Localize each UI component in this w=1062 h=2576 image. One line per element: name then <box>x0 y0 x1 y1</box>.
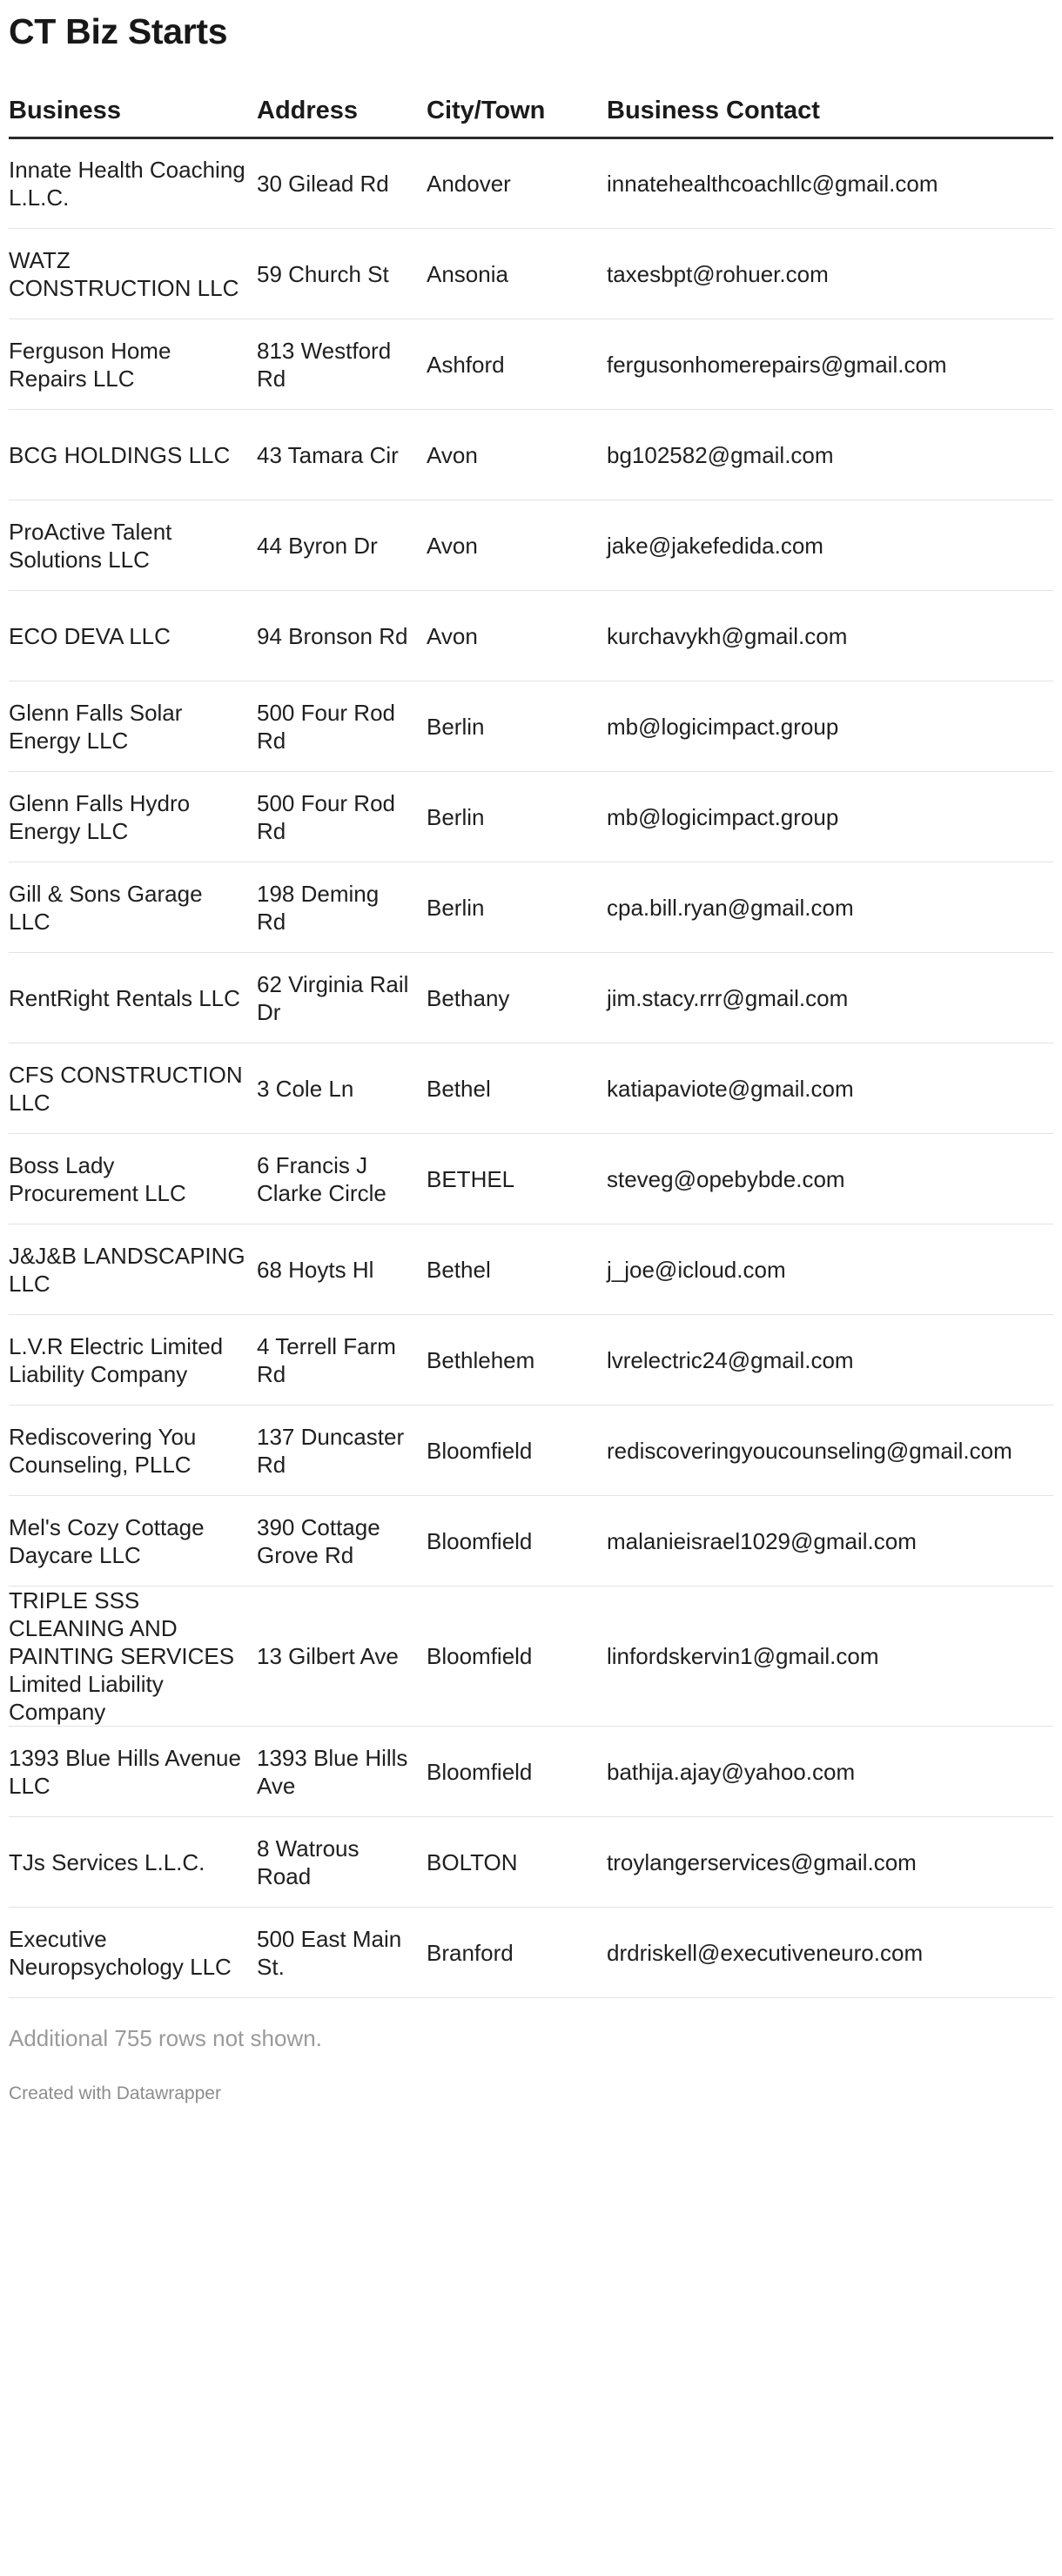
cell-address: 59 Church St <box>257 229 427 319</box>
cell-city: Bloomfield <box>427 1405 607 1496</box>
table-row <box>9 1224 1053 1315</box>
table-row <box>9 319 1053 410</box>
cell-business: Gill & Sons Garage LLC <box>9 862 257 953</box>
cell-city: Avon <box>427 591 607 681</box>
cell-address: 6 Francis J Clarke Circle <box>257 1134 427 1224</box>
cell-contact: cpa.bill.ryan@gmail.com <box>607 862 1053 953</box>
cell-city: Bethany <box>427 953 607 1043</box>
table-row <box>9 1405 1053 1496</box>
cell-address: 30 Gilead Rd <box>257 138 427 229</box>
cell-contact: taxesbpt@rohuer.com <box>607 229 1053 319</box>
cell-contact: drdriskell@executiveneuro.com <box>607 1908 1053 1998</box>
cell-business: BCG HOLDINGS LLC <box>9 410 257 500</box>
cell-business: Executive Neuropsychology LLC <box>9 1908 257 1998</box>
datawrapper-credit: Created with Datawrapper <box>9 2083 221 2103</box>
cell-city: BETHEL <box>427 1134 607 1224</box>
cell-business: Rediscovering You Counseling, PLLC <box>9 1405 257 1496</box>
cell-contact: jim.stacy.rrr@gmail.com <box>607 953 1053 1043</box>
cell-contact: troylangerservices@gmail.com <box>607 1817 1053 1908</box>
cell-address: 94 Bronson Rd <box>257 591 427 681</box>
cell-city: Bloomfield <box>427 1727 607 1817</box>
table-row <box>9 591 1053 681</box>
cell-contact: fergusonhomerepairs@gmail.com <box>607 319 1053 410</box>
table-row <box>9 772 1053 862</box>
column-header-city[interactable]: City/Town <box>427 96 607 138</box>
cell-address: 68 Hoyts Hl <box>257 1224 427 1315</box>
cell-contact: katiapaviote@gmail.com <box>607 1043 1053 1134</box>
cell-business: Boss Lady Procurement LLC <box>9 1134 257 1224</box>
cell-address: 1393 Blue Hills Ave <box>257 1727 427 1817</box>
cell-address: 500 Four Rod Rd <box>257 681 427 772</box>
table-header <box>9 96 1053 138</box>
cell-address: 13 Gilbert Ave <box>257 1587 427 1727</box>
cell-contact: linfordskervin1@gmail.com <box>607 1587 1053 1727</box>
table-row <box>9 410 1053 500</box>
cell-contact: kurchavykh@gmail.com <box>607 591 1053 681</box>
cell-city: Ashford <box>427 319 607 410</box>
cell-contact: innatehealthcoachllc@gmail.com <box>607 138 1053 229</box>
header-row <box>9 96 1053 138</box>
cell-address: 44 Byron Dr <box>257 500 427 591</box>
cell-contact: bg102582@gmail.com <box>607 410 1053 500</box>
cell-city: Avon <box>427 410 607 500</box>
table-row <box>9 1315 1053 1405</box>
datawrapper-table-widget <box>9 0 1053 2105</box>
cell-business: TJs Services L.L.C. <box>9 1817 257 1908</box>
cell-contact: jake@jakefedida.com <box>607 500 1053 591</box>
cell-city: Bloomfield <box>427 1496 607 1587</box>
cell-city: Bethel <box>427 1224 607 1315</box>
cell-city: BOLTON <box>427 1817 607 1908</box>
cell-address: 500 Four Rod Rd <box>257 772 427 862</box>
cell-address: 3 Cole Ln <box>257 1043 427 1134</box>
table-body <box>9 138 1053 1998</box>
cell-city: Avon <box>427 500 607 591</box>
cell-business: ProActive Talent Solutions LLC <box>9 500 257 591</box>
cell-city: Bloomfield <box>427 1587 607 1727</box>
table-row <box>9 1727 1053 1817</box>
table-row <box>9 1043 1053 1134</box>
table-row <box>9 862 1053 953</box>
cell-business: CFS CONSTRUCTION LLC <box>9 1043 257 1134</box>
cell-business: L.V.R Electric Limited Liability Company <box>9 1315 257 1405</box>
cell-contact: steveg@opebybde.com <box>607 1134 1053 1224</box>
cell-address: 813 Westford Rd <box>257 319 427 410</box>
cell-city: Ansonia <box>427 229 607 319</box>
cell-address: 4 Terrell Farm Rd <box>257 1315 427 1405</box>
cell-city: Berlin <box>427 862 607 953</box>
table-row <box>9 1134 1053 1224</box>
cell-contact: lvrelectric24@gmail.com <box>607 1315 1053 1405</box>
cell-address: 8 Watrous Road <box>257 1817 427 1908</box>
cell-business: Glenn Falls Hydro Energy LLC <box>9 772 257 862</box>
cell-address: 198 Deming Rd <box>257 862 427 953</box>
column-header-business[interactable]: Business <box>9 96 257 138</box>
cell-contact: mb@logicimpact.group <box>607 681 1053 772</box>
cell-contact: malanieisrael1029@gmail.com <box>607 1496 1053 1587</box>
business-table <box>9 96 1053 1998</box>
cell-contact: rediscoveringyoucounseling@gmail.com <box>607 1405 1053 1496</box>
cell-business: ECO DEVA LLC <box>9 591 257 681</box>
cell-contact: j_joe@icloud.com <box>607 1224 1053 1315</box>
cell-address: 43 Tamara Cir <box>257 410 427 500</box>
table-row <box>9 229 1053 319</box>
column-header-address[interactable]: Address <box>257 96 427 138</box>
table-row <box>9 1496 1053 1587</box>
rows-not-shown-note: Additional 755 rows not shown. <box>9 2025 322 2051</box>
table-row <box>9 681 1053 772</box>
cell-business: WATZ CONSTRUCTION LLC <box>9 229 257 319</box>
table-row <box>9 1587 1053 1727</box>
cell-address: 390 Cottage Grove Rd <box>257 1496 427 1587</box>
cell-city: Berlin <box>427 681 607 772</box>
page-title: CT Biz Starts <box>9 11 228 51</box>
cell-business: Ferguson Home Repairs LLC <box>9 319 257 410</box>
cell-address: 500 East Main St. <box>257 1908 427 1998</box>
cell-business: 1393 Blue Hills Avenue LLC <box>9 1727 257 1817</box>
column-header-contact[interactable]: Business Contact <box>607 96 1053 138</box>
cell-contact: bathija.ajay@yahoo.com <box>607 1727 1053 1817</box>
cell-address: 62 Virginia Rail Dr <box>257 953 427 1043</box>
cell-business: Mel's Cozy Cottage Daycare LLC <box>9 1496 257 1587</box>
cell-city: Berlin <box>427 772 607 862</box>
table-row <box>9 953 1053 1043</box>
cell-business: Innate Health Coaching L.L.C. <box>9 138 257 229</box>
table-row <box>9 138 1053 229</box>
cell-business: RentRight Rentals LLC <box>9 953 257 1043</box>
cell-address: 137 Duncaster Rd <box>257 1405 427 1496</box>
table-row <box>9 500 1053 591</box>
cell-city: Andover <box>427 138 607 229</box>
cell-city: Bethel <box>427 1043 607 1134</box>
cell-contact: mb@logicimpact.group <box>607 772 1053 862</box>
cell-business: Glenn Falls Solar Energy LLC <box>9 681 257 772</box>
cell-city: Branford <box>427 1908 607 1998</box>
cell-city: Bethlehem <box>427 1315 607 1405</box>
table-row <box>9 1908 1053 1998</box>
cell-business: TRIPLE SSS CLEANING AND PAINTING SERVICES Limited Liability Company <box>9 1587 257 1727</box>
cell-business: J&J&B LANDSCAPING LLC <box>9 1224 257 1315</box>
table-row <box>9 1817 1053 1908</box>
